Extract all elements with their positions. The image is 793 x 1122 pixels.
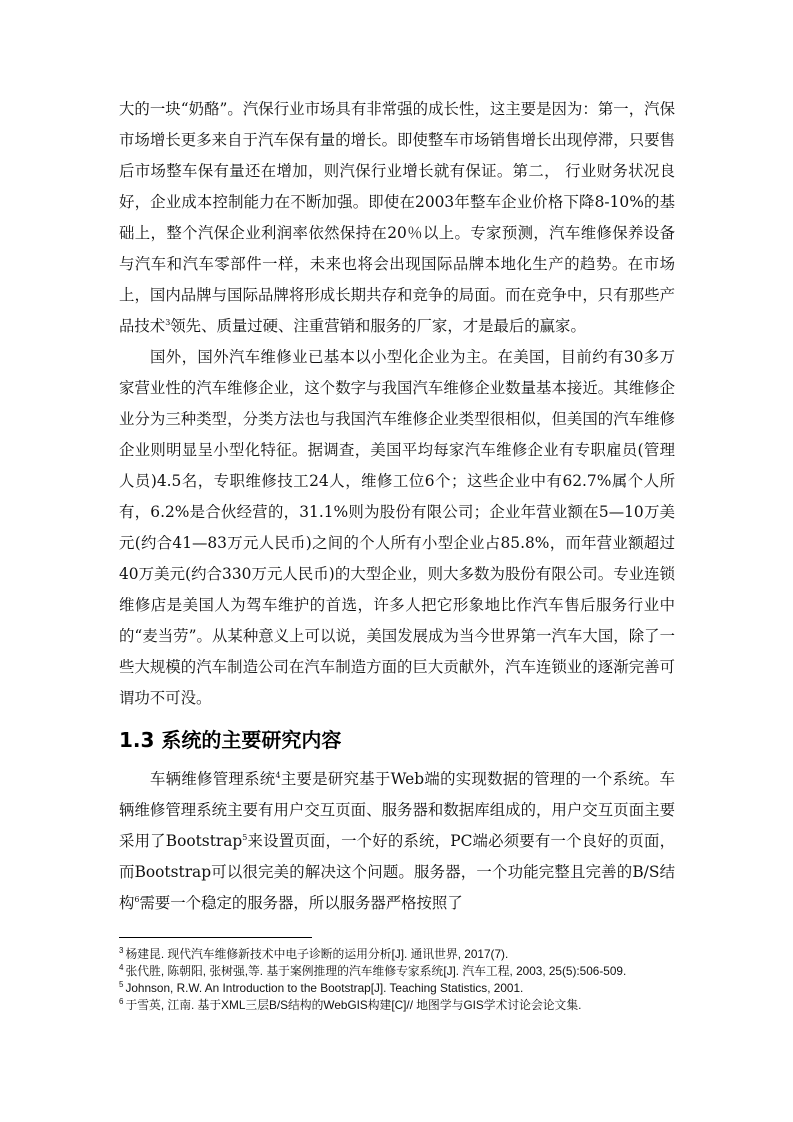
footnote-number: 4: [119, 963, 124, 973]
footnote-text: 杨建昆. 现代汽车维修新技术中电子诊断的运用分析[J]. 通讯世界, 2017(7).: [125, 947, 509, 961]
paragraph-system-content: [119, 764, 675, 919]
footnote-item: [119, 963, 679, 980]
paragraph-text: 来设置页面，一个好的系统，PC端必须要有一个良好的页面，而Bootstrap可以很完美的解决这个问题。服务器，一个功能完整且完善的B/S结构: [119, 832, 675, 912]
paragraph-text: 领先、质量过硬、注重营销和服务的厂家，才是最后的赢家。: [170, 317, 586, 335]
footnote-divider: [119, 937, 312, 938]
paragraph-text: 主要是研究基于Web端的实现数据的管理的一个系统。车辆维修管理系统主要有用户交互页面、服务器和数据库组成的，用户交互页面主要采用了Bootstrap: [119, 770, 675, 850]
paragraph-text: 国外，国外汽车维修业已基本以小型化企业为主。在美国，目前约有30多万家营业性的汽车维修企业，这个数字与我国汽车维修企业数量基本接近。其维修企业分为三种类型，分类方法也与我国汽车维修企业类型很相似，但美国的汽车维修企业则明显呈小型化特征。据调查，美国平均每家汽车维修企业有专职雇员(管理人员)4.5名，专职维修技工24人，维修工位6个；这些企业中有62.7%属个人所有，6.2%是合伙经营的，31.1%则为股份有限公司；企业年营业额在5—10万美元(约合41—83万元人民币)之间的个人所有小型企业占85.8%，而年营业额超过40万美元(约合330万元人民币)的大型企业，则大多数为股份有限公司。专业连锁维修店是美国人为驾车维护的首选，许多人把它形象地比作汽车售后服务行业中的“麦当劳”。从某种意义上可以说，美国发展成为当今世界第一汽车大国，除了一些大规模的汽车制造公司在汽车制造方面的巨大贡献外，汽车连锁业的逐渐完善可谓功不可没。: [119, 348, 675, 707]
body-text-top: [119, 94, 675, 714]
footnote-number: 5: [119, 980, 124, 990]
body-text-bottom: [119, 764, 675, 919]
footnote-number: 6: [119, 997, 124, 1007]
citation-marker: 6: [134, 894, 140, 904]
footnote-item: [119, 980, 679, 997]
paragraph-text: 大的一块“奶酪”。汽保行业市场具有非常强的成长性，这主要是因为：第一，汽保市场增长更多来自于汽车保有量的增长。即使整车市场销售增长出现停滞，只要售后市场整车保有量还在增加，则汽保行业增长就有保证。第二， 行业财务状况良好，企业成本控制能力在不断加强。即使在2003年整车企业价格下降8-10%的基础上，整个汽保企业利润率依然保持在20％以上。专家预测，汽车维修保养设备与汽车和汽车零部件一样，未来也将会出现国际品牌本地化生产的趋势。在市场上，国内品牌与国际品牌将形成长期共存和竞争的局面。而在竞争中，只有那些产品技术: [119, 100, 675, 335]
footnote-item: [119, 946, 679, 963]
footnote-item: [119, 997, 679, 1014]
citation-marker: 3: [165, 317, 171, 327]
paragraph-text: 需要一个稳定的服务器，所以服务器严格按照了: [139, 894, 463, 912]
section-heading: 1.3 系统的主要研究内容: [119, 728, 342, 752]
paragraph-market-growth: [119, 94, 675, 342]
citation-marker: 5: [242, 832, 248, 842]
footnote-text: Johnson, R.W. An Introduction to the Bootstrap[J]. Teaching Statistics, 2001.: [125, 981, 524, 995]
footnote-text: 张代胜, 陈朝阳, 张树强,等. 基于案例推理的汽车维修专家系统[J]. 汽车工程, 2003, 25(5):506-509.: [125, 964, 627, 978]
paragraph-overseas-repair: [119, 342, 675, 714]
paragraph-text: 车辆维修管理系统: [150, 770, 276, 788]
footnotes: [119, 946, 679, 1014]
citation-marker: 4: [275, 770, 281, 780]
footnote-text: 于雪英, 江南. 基于XML三层B/S结构的WebGIS构建[C]// 地图学与GIS学术讨论会论文集.: [125, 998, 582, 1012]
footnote-number: 3: [119, 946, 124, 956]
